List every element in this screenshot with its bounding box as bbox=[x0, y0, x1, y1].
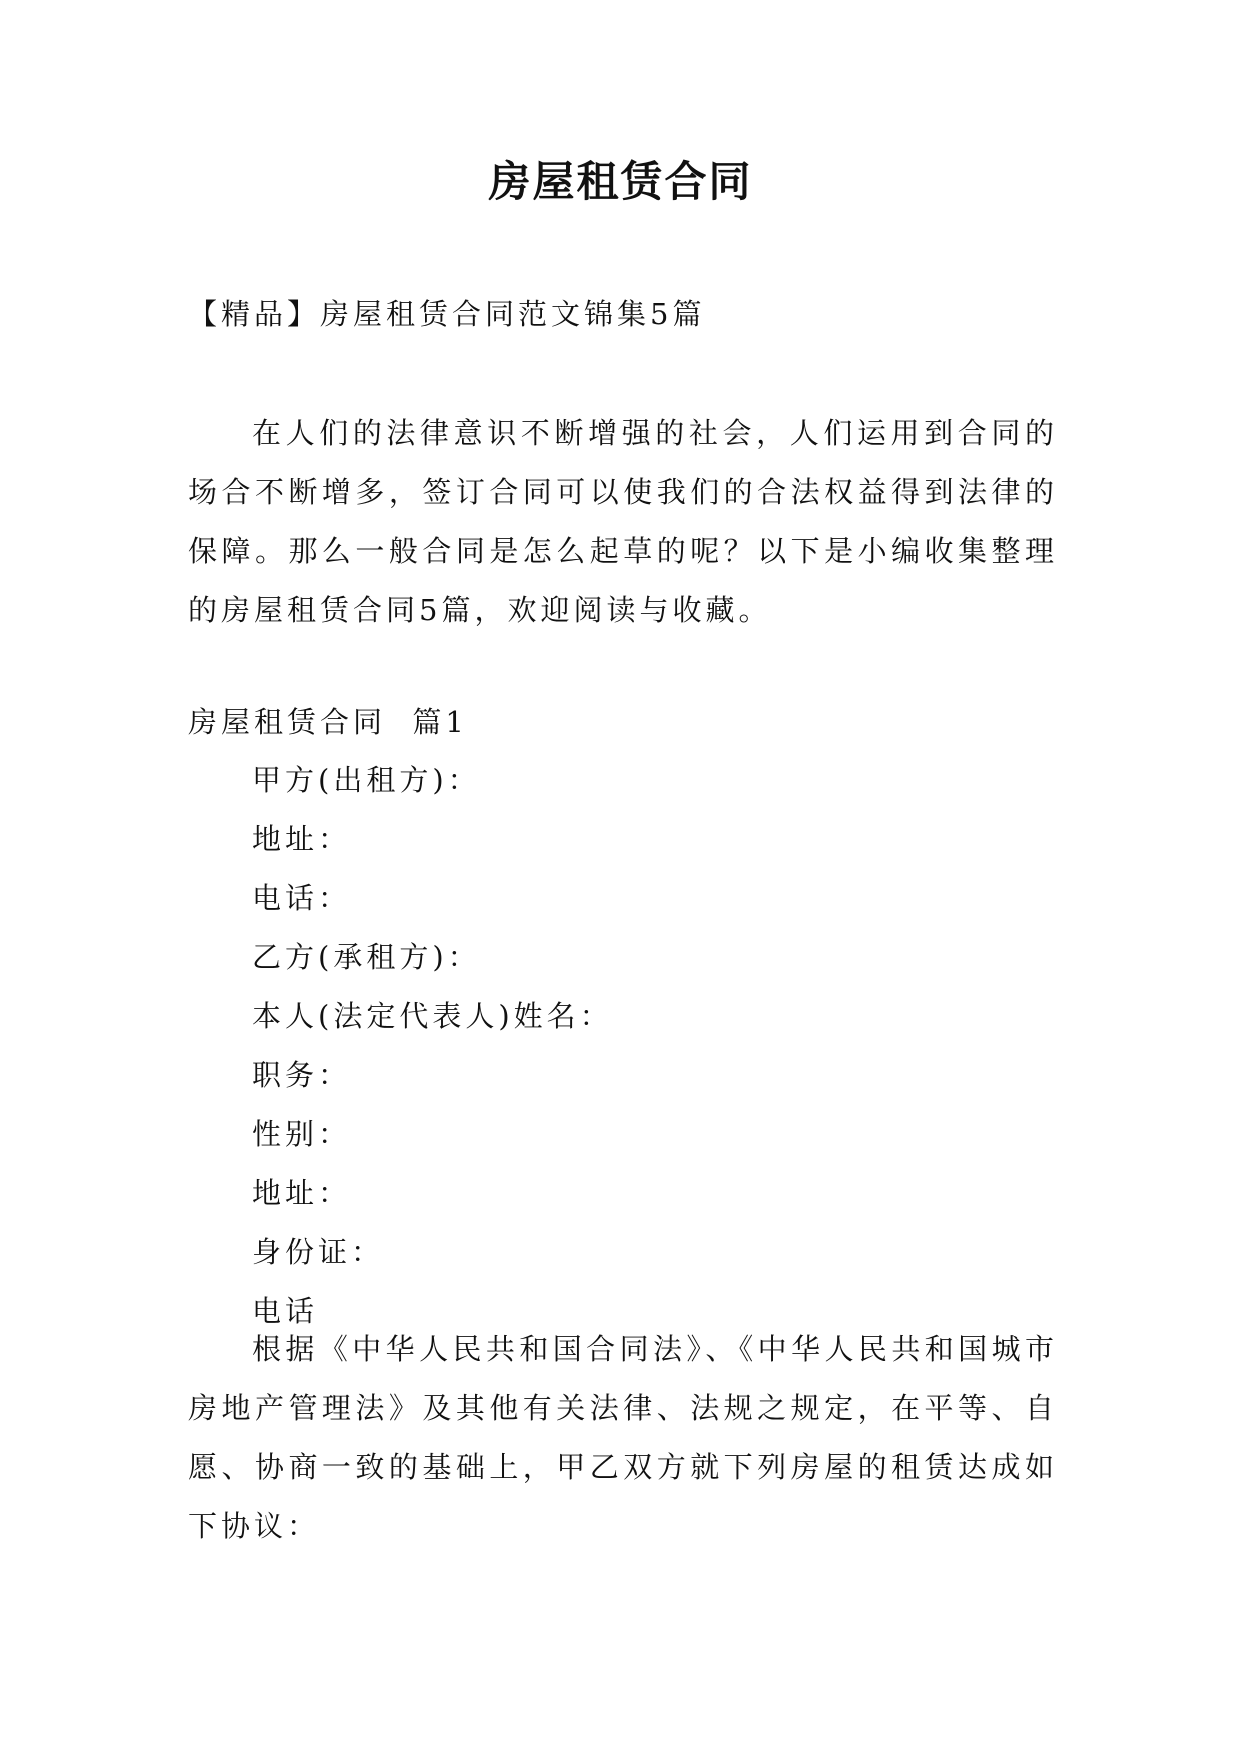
field-position: 职务： bbox=[252, 1058, 352, 1092]
body-paragraph: 根据《中华人民共和国合同法》、《中华人民共和国城市房地产管理法》及其他有关法律、法规之规定，在平等、自愿、协商一致的基础上，甲乙双方就下列房屋的租赁达成如下协议： bbox=[188, 1332, 1058, 1543]
document-title: 房屋租赁合同 bbox=[488, 157, 753, 206]
party-fields-list bbox=[252, 751, 1068, 1341]
field-gender: 性别： bbox=[252, 1117, 352, 1151]
field-phone-b: 电话 bbox=[252, 1294, 319, 1328]
field-party-b: 乙方(承租方)： bbox=[252, 940, 481, 974]
field-address-b: 地址： bbox=[252, 1176, 352, 1210]
field-representative-name: 本人(法定代表人)姓名： bbox=[252, 999, 613, 1033]
field-phone-a: 电话： bbox=[252, 881, 352, 915]
document-subtitle: 【精品】房屋租赁合同范文锦集5篇 bbox=[188, 297, 706, 331]
section-heading: 房屋租赁合同 篇1 bbox=[188, 705, 468, 739]
field-id-card: 身份证： bbox=[252, 1235, 385, 1269]
field-party-a: 甲方(出租方)： bbox=[252, 763, 481, 797]
intro-paragraph: 在人们的法律意识不断增强的社会，人们运用到合同的场合不断增多，签订合同可以使我们的合法权益得到法律的保障。那么一般合同是怎么起草的呢？以下是小编收集整理的房屋租赁合同5篇，欢迎阅读与收藏。 bbox=[188, 416, 1058, 627]
field-address-a: 地址： bbox=[252, 822, 352, 856]
